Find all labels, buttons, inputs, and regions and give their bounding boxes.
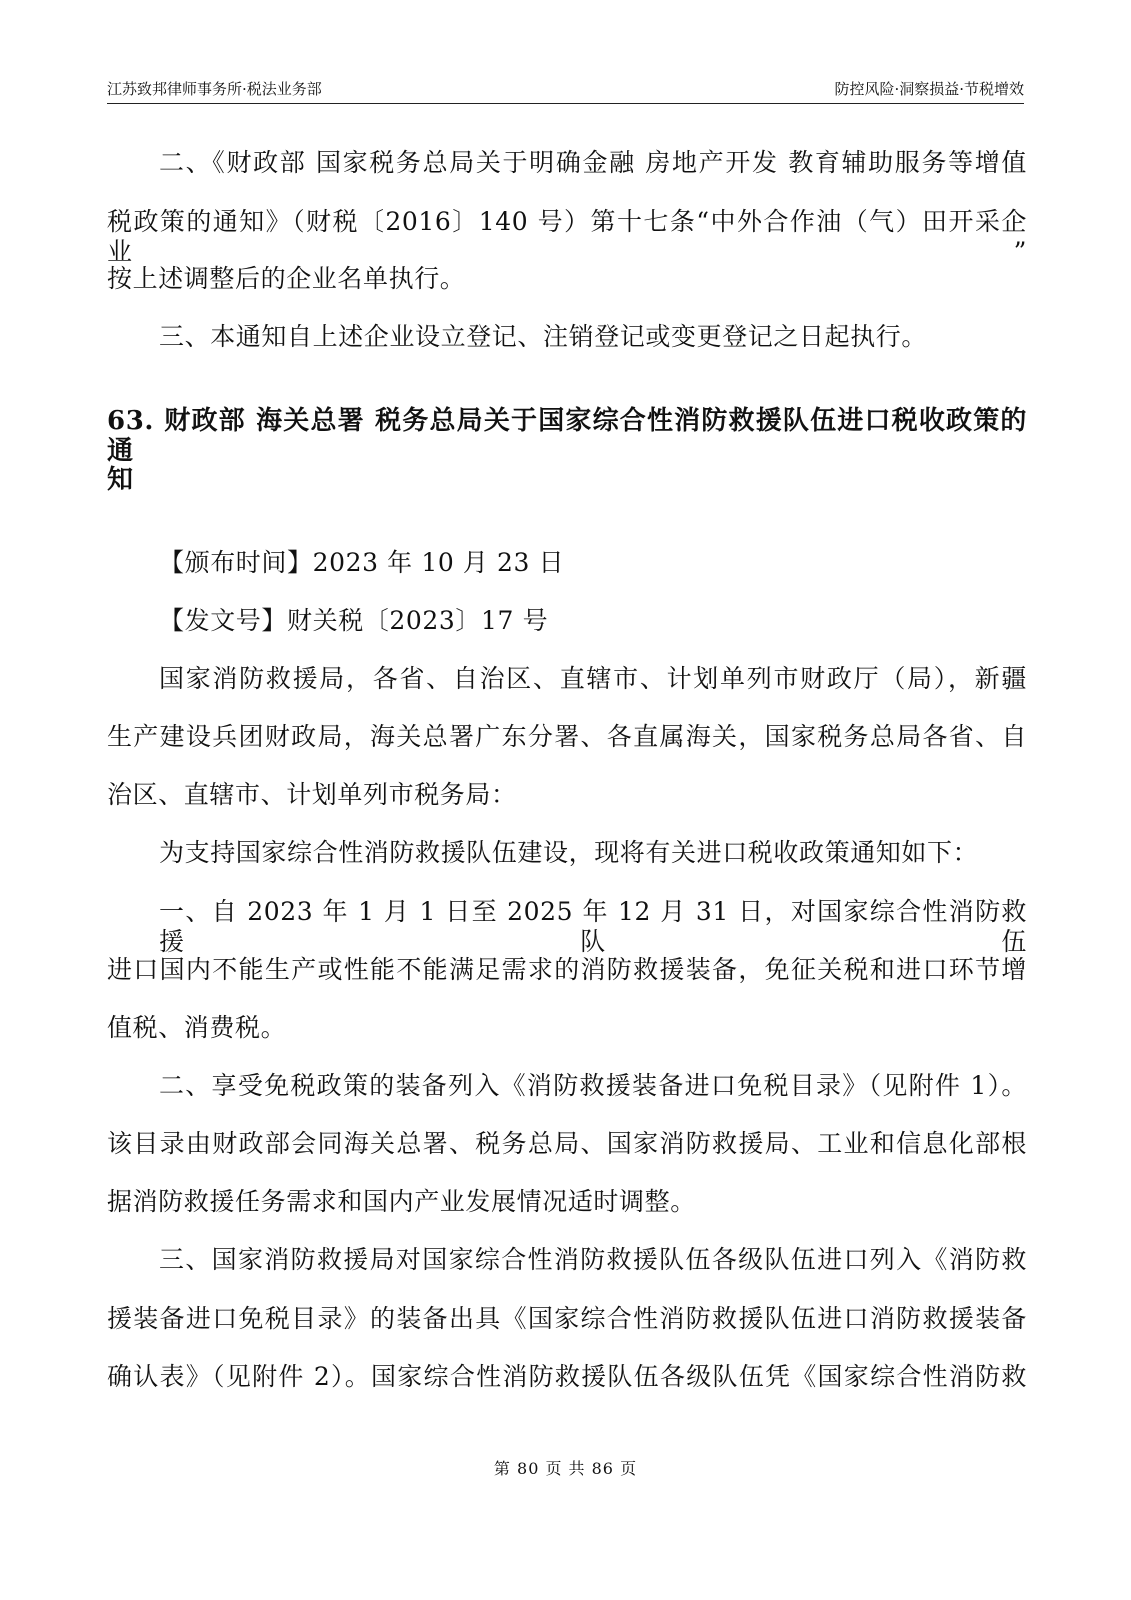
paragraph-line: 税政策的通知》（财税〔2016〕140 号）第十七条“中外合作油（气）田开采企业” xyxy=(107,207,1027,266)
section-heading: 63. 财政部 海关总署 税务总局关于国家综合性消防救援队伍进口税收政策的通 xyxy=(107,406,1027,466)
paragraph-line: 进口国内不能生产或性能不能满足需求的消防救援装备，免征关税和进口环节增 xyxy=(107,955,1027,984)
paragraph-line: 据消防救援任务需求和国内产业发展情况适时调整。 xyxy=(107,1187,696,1216)
paragraph-line: 为支持国家综合性消防救援队伍建设，现将有关进口税收政策通知如下： xyxy=(159,838,979,867)
page-number: 第 80 页 共 86 页 xyxy=(493,1459,638,1478)
paragraph-line: 一、自 2023 年 1 月 1 日至 2025 年 12 月 31 日，对国家综合性消防救援队伍 xyxy=(159,897,1027,956)
section-heading: 知 xyxy=(107,465,134,495)
paragraph-line: 援装备进口免税目录》的装备出具《国家综合性消防救援队伍进口消防救援装备 xyxy=(107,1304,1027,1333)
paragraph-line: 三、本通知自上述企业设立登记、注销登记或变更登记之日起执行。 xyxy=(159,322,928,351)
document-number: 【发文号】财关税〔2023〕17 号 xyxy=(159,606,549,635)
paragraph-line: 生产建设兵团财政局，海关总署广东分署、各直属海关，国家税务总局各省、自 xyxy=(107,722,1027,751)
paragraph-line: 治区、直辖市、计划单列市税务局： xyxy=(107,780,517,809)
paragraph-line: 三、国家消防救援局对国家综合性消防救援队伍各级队伍进口列入《消防救 xyxy=(159,1245,1027,1274)
paragraph-line: 二、《财政部 国家税务总局关于明确金融 房地产开发 教育辅助服务等增值 xyxy=(159,148,1027,177)
header-left: 江苏致邦律师事务所·税法业务部 xyxy=(107,80,322,98)
publish-date: 【颁布时间】2023 年 10 月 23 日 xyxy=(159,548,565,577)
paragraph-line: 值税、消费税。 xyxy=(107,1013,287,1042)
paragraph-line: 国家消防救援局，各省、自治区、直辖市、计划单列市财政厅（局），新疆 xyxy=(159,664,1027,693)
paragraph-line: 该目录由财政部会同海关总署、税务总局、国家消防救援局、工业和信息化部根 xyxy=(107,1129,1027,1158)
page-header xyxy=(107,78,1024,104)
paragraph-line: 二、享受免税政策的装备列入《消防救援装备进口免税目录》（见附件 1）。 xyxy=(159,1071,1027,1100)
paragraph-line: 确认表》（见附件 2）。国家综合性消防救援队伍各级队伍凭《国家综合性消防救 xyxy=(107,1362,1027,1391)
header-right: 防控风险·洞察损益·节税增效 xyxy=(834,80,1024,98)
paragraph-line: 按上述调整后的企业名单执行。 xyxy=(107,264,466,293)
